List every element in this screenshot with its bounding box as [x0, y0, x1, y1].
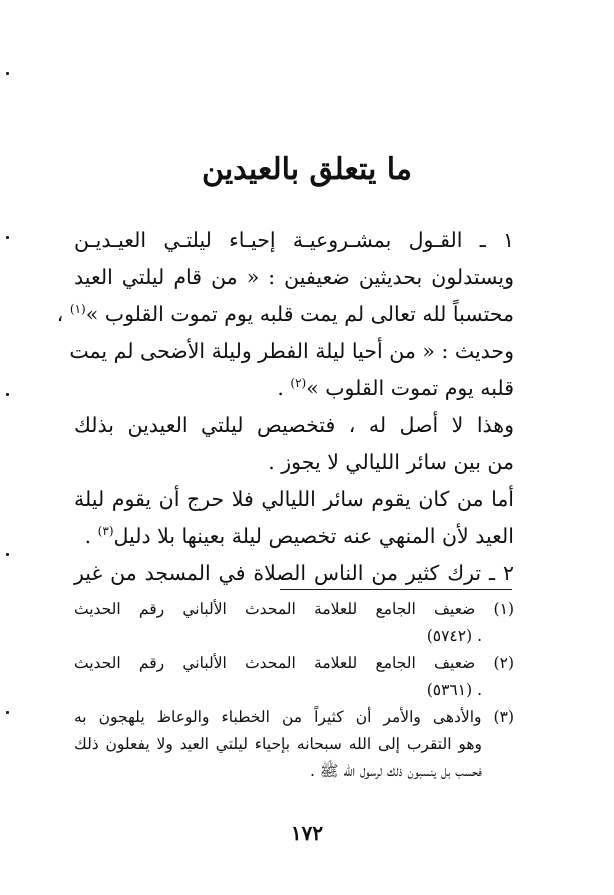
footnote-ref: (١) — [69, 302, 86, 317]
footnote-line: (١) ضعيف الجامع للعلامة المحدث الألباني رقم الحديث — [74, 600, 514, 618]
text-line: أما من كان يقوم سائر الليالي فلا حرج أن يقوم ليلة — [74, 487, 514, 511]
text-line-content: قلبه يوم تموت القلوب » — [306, 376, 514, 400]
text-line: ١ ـ القـول بمشـروعيـة إحيـاء ليلتـي العيـديـن — [74, 228, 514, 252]
page-number: ١٧٢ — [290, 821, 324, 845]
footnote-ref: (٢) — [290, 376, 307, 391]
margin-mark — [6, 553, 9, 556]
footnote-line: وهو التقرب إلى الله سبحانه بإحياء ليلتي العيد ولا يفعلون ذلك — [74, 735, 482, 753]
text-line: من بين سائر الليالي لا يجوز . — [268, 450, 514, 474]
text-line — [74, 370, 514, 407]
text-punctuation: ، — [56, 302, 70, 326]
text-line-content: محتسباً لله تعالى لم يمت قلبه يوم تموت القلوب » — [85, 302, 514, 326]
margin-mark — [6, 236, 9, 239]
footnote-line: (٢) ضعيف الجامع للعلامة المحدث الألباني رقم الحديث — [74, 654, 514, 672]
margin-mark — [6, 72, 9, 75]
margin-mark — [6, 393, 9, 396]
text-line: وحديث : « من أحيا ليلة الفطر وليلة الأضحى لم يمت — [69, 339, 514, 363]
footnote-line: (٣) والأدهى والأمر أن كثيراً من الخطباء والوعاظ يلهجون به — [74, 708, 514, 726]
text-line: ٢ ـ ترك كثير من الناس الصلاة في المسجد من غير — [74, 561, 514, 585]
text-line — [74, 518, 514, 555]
margin-mark — [6, 711, 9, 714]
text-line — [56, 296, 514, 333]
main-text — [56, 222, 514, 592]
text-line-content: العيد لأن المنهي عنه تخصيص ليلة بعينها بلا دليل — [113, 524, 514, 548]
footnote-ref: (٣) — [97, 524, 114, 539]
footnote-line: فحسب بل ينسبون ذلك لرسول الله ﷺ . — [309, 762, 482, 780]
footnote-line: . (٥٣٦١) — [426, 681, 482, 699]
text-punctuation: . — [277, 376, 291, 400]
footnotes — [74, 596, 514, 785]
chapter-title: ما يتعلق بالعيدين — [201, 152, 412, 187]
footnote-line: . (٥٧٤٢) — [426, 627, 482, 645]
text-line: ويستدلون بحديثين ضعيفين : « من قام ليلتي العيد — [74, 265, 514, 289]
text-line: وهذا لا أصل له ، فتخصيص ليلتي العيدين بذلك — [74, 413, 514, 437]
footnote-divider — [280, 589, 512, 590]
text-punctuation: . — [84, 524, 98, 548]
